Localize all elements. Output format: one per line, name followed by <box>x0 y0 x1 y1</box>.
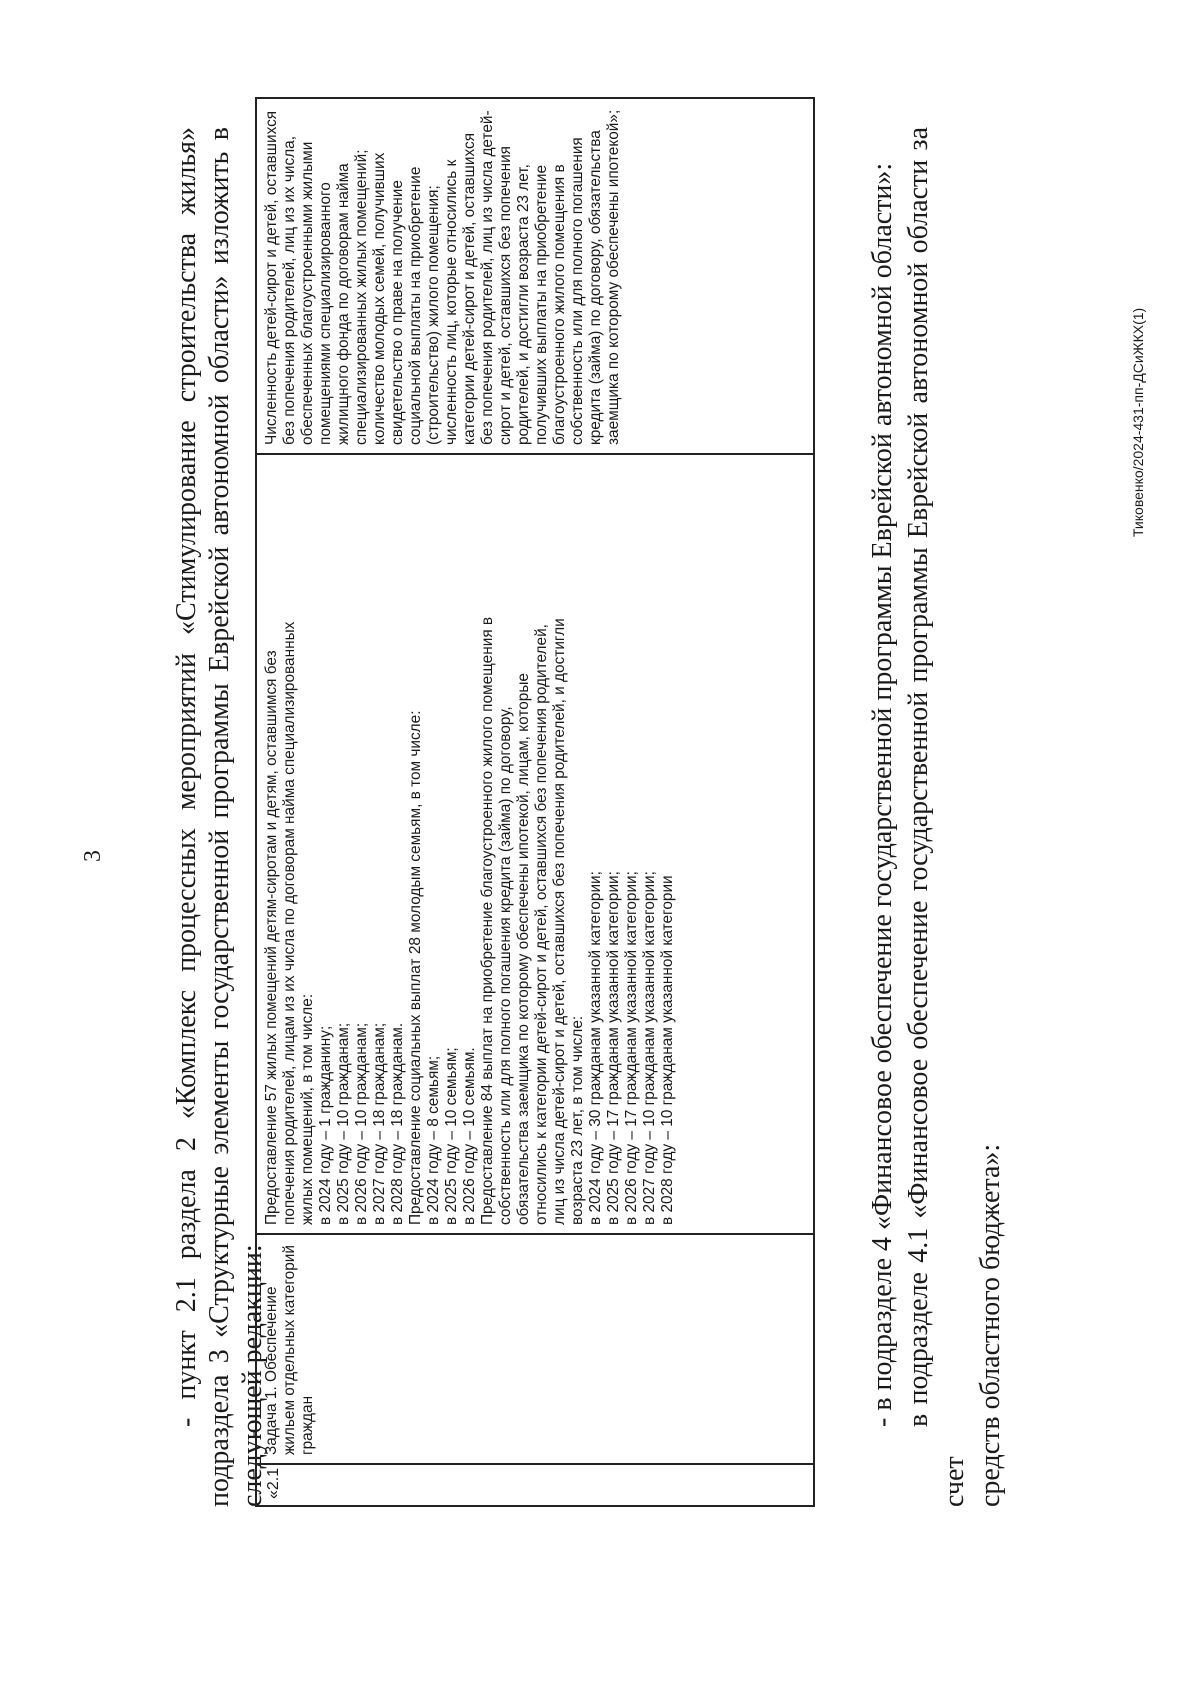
measure-line: в 2026 году – 10 гражданам; <box>353 1022 370 1225</box>
measure-line: в 2028 году – 10 гражданам указанной категории <box>659 875 676 1225</box>
indicator-line: собственность или для полного погашения <box>569 137 586 445</box>
indicator-line: без попечения родителей, лиц из числа детей- <box>479 110 496 445</box>
indicator-line: без попечения родителей, лиц из их числа, <box>281 135 298 445</box>
table-cell-row-number: «2.1 <box>257 1463 813 1505</box>
measure-line: относились к категории детей-сирот и детей, оставшихся без попечения родителей, <box>533 624 550 1225</box>
amendment-line-1: - в подразделе 4 «Финансовое обеспечение государственной программы Еврейской автономной области»: <box>867 162 898 1427</box>
indicator-line: категории детей-сирот и детей, оставшихся <box>461 132 478 445</box>
indicator-line: социальной выплаты на приобретение <box>407 166 424 445</box>
indicator-line: сирот и детей, оставшихся без попечения <box>497 145 514 445</box>
measure-line: в 2025 году – 10 семьям; <box>443 1047 460 1225</box>
measure-line: жилых помещений, в том числе: <box>299 993 316 1225</box>
measure-line: собственность или для полного погашения кредита (займа) по договору, <box>497 706 514 1225</box>
indicator-line: родителей, и достигли возраста 23 лет, <box>515 164 532 445</box>
measure-line: в 2024 году – 8 семьям; <box>425 1055 442 1225</box>
subsection-amendments <box>865 127 1009 1507</box>
indicator-line: получивших выплаты на приобретение <box>533 165 550 445</box>
indicators-list <box>257 99 627 453</box>
document-id-stamp: Тиковенко/2024-431-пп-ДСиЖКХ(1) <box>1130 307 1146 537</box>
measure-line: в 2028 году – 18 гражданам. <box>389 1022 406 1225</box>
indicator-line: специализированных жилых помещений; <box>353 149 370 445</box>
measure-line: в 2025 году – 10 гражданам; <box>335 1022 352 1225</box>
measure-line: обязательства заемщика по которому обеспечены ипотекой, лицам, которые <box>515 673 532 1225</box>
program-structure-table <box>255 97 815 1507</box>
table-cell-indicators <box>257 99 813 453</box>
table-cell-measures <box>257 453 813 1233</box>
indicator-line: помещениями специализированного <box>317 182 334 445</box>
indicator-line: жилищного фонда по договорам найма <box>335 163 352 445</box>
indicator-line: заемщика по которому обеспечены ипотекой»; <box>605 109 622 445</box>
indicator-line: свидетельство о праве на получение <box>389 180 406 445</box>
task-text: Задача 1. Обеспечение жильем отдельных категорий граждан <box>263 1245 316 1455</box>
measure-line: в 2027 году – 10 гражданам указанной категории; <box>641 871 658 1225</box>
indicator-line: Численность детей-сирот и детей, оставшихся <box>263 110 280 445</box>
measure-line: в 2024 году – 1 гражданину; <box>317 1025 334 1225</box>
measure-line: в 2027 году – 18 гражданам; <box>371 1022 388 1225</box>
indicator-line: кредита (займа) по договору, обязательства <box>587 130 604 445</box>
indicator-line: благоустроенного жилого помещения в <box>551 164 568 445</box>
intro-text: - пункт 2.1 раздела 2 «Комплекс процессных мероприятий «Стимулирование строительства жилья» подраздела 3 «Структурные элементы государственной программы Еврейской автономной области» изложить в следующей редакции: <box>171 127 268 1507</box>
amendment-line-2: в подразделе 4.1 «Финансовое обеспечение государственной программы Еврейской автономной области за счет <box>903 127 970 1507</box>
measure-line: в 2025 году – 17 гражданам указанной категории; <box>605 871 622 1225</box>
measure-line: в 2024 году – 30 гражданам указанной категории; <box>587 871 604 1225</box>
measure-line: Предоставление социальных выплат 28 молодым семьям, в том числе: <box>407 710 424 1225</box>
table-cell-task <box>257 1233 813 1463</box>
indicator-line: обеспеченных благоустроенными жилыми <box>299 141 316 445</box>
measure-line: Предоставление 57 жилых помещений детям-сиротам и детям, оставшимся без <box>263 650 280 1225</box>
measure-line: возраста 23 лет, в том числе: <box>569 1015 586 1225</box>
amendment-line-3: средств областного бюджета»: <box>975 1143 1006 1507</box>
indicator-line: количество молодых семей, получивших <box>371 152 388 445</box>
indicator-line: (строительство) жилого помещения; <box>425 185 442 445</box>
measure-line: лиц из числа детей-сирот и детей, оставшихся без попечения родителей, и достигли <box>551 618 568 1225</box>
measure-line: в 2026 году – 17 гражданам указанной категории; <box>623 871 640 1225</box>
measure-line: в 2026 году – 10 семьям. <box>461 1047 478 1225</box>
indicator-line: численность лиц, которые относились к <box>443 159 460 445</box>
measure-line: Предоставление 84 выплат на приобретение благоустроенного жилого помещения в <box>479 616 496 1225</box>
measures-list <box>257 455 681 1233</box>
measure-line: попечения родителей, лицам из их числа по договорам найма специализированных <box>281 621 298 1225</box>
page-number: 3 <box>80 850 106 862</box>
